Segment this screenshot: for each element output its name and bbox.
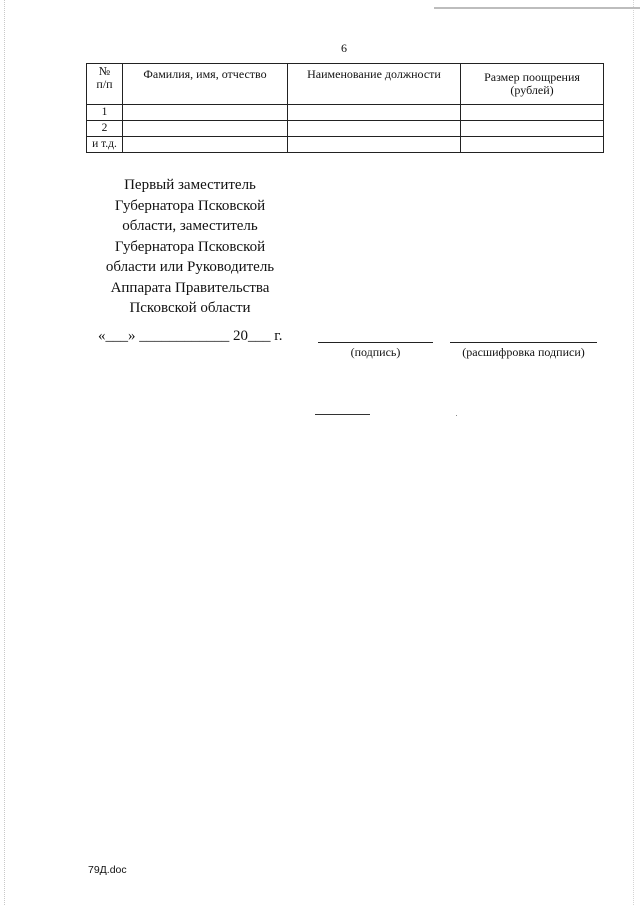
header-number-symbol: № xyxy=(98,64,111,78)
table-row xyxy=(87,137,604,153)
table-header-row xyxy=(87,64,604,105)
signatory-title xyxy=(80,175,300,319)
signatory-line: Губернатора Псковской xyxy=(114,238,266,255)
signatory-line: Первый заместитель xyxy=(124,177,256,193)
signature-line xyxy=(318,342,433,343)
signatory-line: Губернатора Псковской xyxy=(114,197,266,214)
row-full-name xyxy=(123,137,288,153)
row-position xyxy=(288,137,461,153)
reward-table xyxy=(86,63,604,153)
table-row xyxy=(87,105,604,121)
signatory-line: Псковской области xyxy=(129,300,251,316)
scan-edge-right xyxy=(633,0,634,905)
scan-top-mark xyxy=(434,7,640,9)
row-number: 1 xyxy=(87,105,123,121)
date-line: «___» ____________ 20___ г. xyxy=(98,328,283,344)
scan-edge-left xyxy=(4,0,5,905)
signatory-line: области или Руководитель xyxy=(105,259,275,275)
header-full-name: Фамилия, имя, отчество xyxy=(123,64,288,105)
signatory-line: области, заместитель xyxy=(122,218,258,234)
header-number xyxy=(87,64,123,105)
end-rule xyxy=(315,414,370,415)
table-row xyxy=(87,121,604,137)
row-full-name xyxy=(123,121,288,137)
row-number: 2 xyxy=(87,121,123,137)
row-full-name xyxy=(123,105,288,121)
row-amount xyxy=(461,121,604,137)
header-amount-label: Размер поощрения xyxy=(484,70,580,84)
header-reward-amount xyxy=(461,64,604,105)
row-number: и т.д. xyxy=(87,137,123,153)
signature-caption: (подпись) xyxy=(350,345,401,359)
page-number: 6 xyxy=(341,41,347,55)
dot-mark xyxy=(456,415,457,416)
decryption-caption: (расшифровка подписи) xyxy=(462,345,585,359)
header-amount-unit: (рублей) xyxy=(510,83,554,97)
header-position: Наименование должности xyxy=(288,64,461,105)
row-position xyxy=(288,105,461,121)
row-amount xyxy=(461,137,604,153)
header-number-abbr: п/п xyxy=(96,77,113,91)
decryption-line xyxy=(450,342,597,343)
row-amount xyxy=(461,105,604,121)
file-name: 79Д.doc xyxy=(88,864,127,876)
signatory-line: Аппарата Правительства xyxy=(110,279,270,296)
row-position xyxy=(288,121,461,137)
